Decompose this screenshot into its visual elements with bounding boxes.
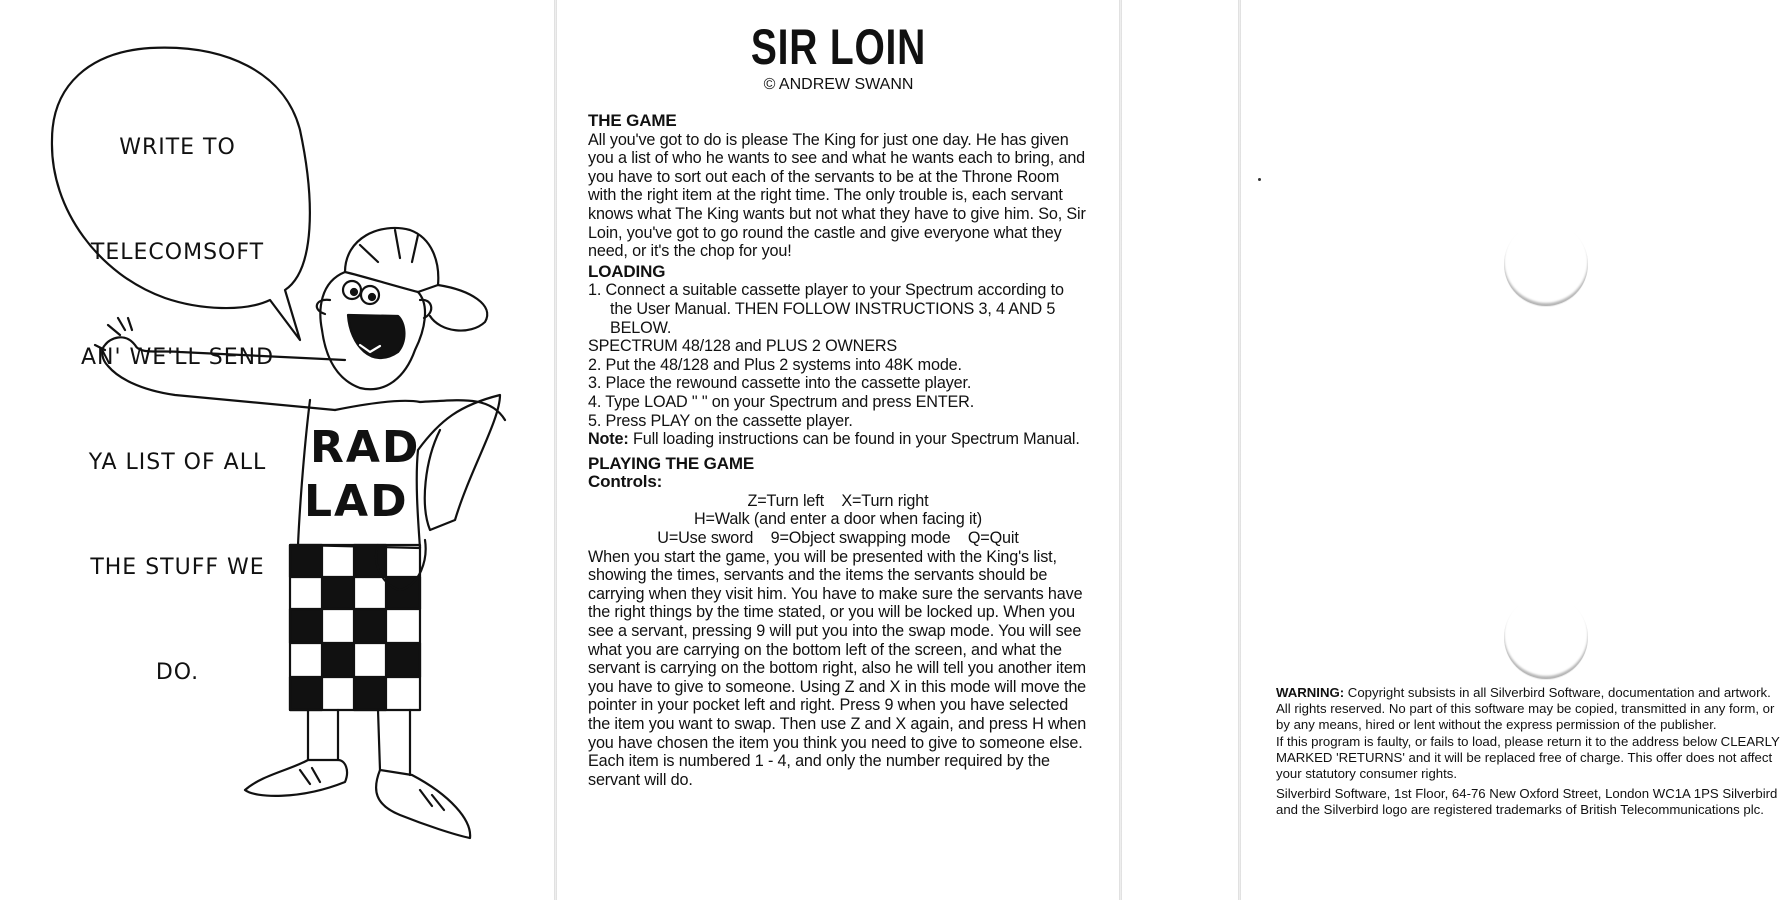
copyright-warning: [1276, 685, 1786, 734]
controls-line: U=Use sword 9=Object swapping mode Q=Quit: [657, 529, 1019, 548]
instructions-panel: [557, 0, 1120, 900]
cartoon-panel: [0, 0, 555, 900]
loading-step: 2. Put the 48/128 and Plus 2 systems into 48K mode.: [588, 355, 962, 374]
controls-line: H=Walk (and enter a door when facing it): [693, 510, 983, 529]
speck: [1258, 178, 1261, 181]
shirt-text-lad: LAD: [304, 476, 409, 527]
speech-line: YA LIST OF ALL: [88, 450, 267, 475]
warning-panel: [1241, 0, 1790, 900]
loading-step: 4. Type LOAD " " on your Spectrum and press ENTER.: [588, 392, 975, 411]
heading-playing: PLAYING THE GAME: [588, 453, 755, 473]
warning-text: Copyright subsists in all Silverbird Software, documentation and artwork. All rights reserved. No part of this software may be copied, transmitted in any form, or by any means, hired or lent without the express permission of the publisher.: [1276, 685, 1775, 733]
speech-line: WRITE TO: [119, 135, 236, 160]
note-text: Full loading instructions can be found in your Spectrum Manual.: [628, 430, 1080, 449]
spine-panel: [1122, 0, 1239, 900]
loading-step: 3. Place the rewound cassette into the cassette player.: [588, 374, 972, 393]
address-text: Silverbird Software, 1st Floor, 64-76 New Oxford Street, London WC1A 1PS Silverbird and the Silverbird logo are registered trademarks of British Telecommunications plc.: [1276, 786, 1778, 818]
note-label: Note:: [588, 430, 629, 449]
returns-text: If this program is faulty, or fails to load, please return it to the address below CLEARLY MARKED 'RETURNS' and it will be replaced free of charge. This offer does not affect your statutory consumer rights.: [1276, 733, 1780, 782]
instructions-body: [588, 112, 1088, 789]
speech-bubble-text: [70, 60, 285, 760]
loading-owners: SPECTRUM 48/128 and PLUS 2 OWNERS: [588, 337, 898, 356]
warning-text-block: [1276, 685, 1786, 819]
warning-label: WARNING:: [1276, 685, 1345, 700]
loading-step: 5. Press PLAY on the cassette player.: [588, 411, 853, 430]
right-shoe: [376, 770, 470, 838]
numbering-note: Each item is numbered 1 - 4, and only the number required by the servant will do.: [588, 752, 1050, 789]
page-title: SIR LOIN: [750, 19, 927, 75]
heading-loading: LOADING: [588, 261, 666, 281]
controls-line: Z=Turn left X=Turn right: [747, 491, 929, 510]
playing-description: When you start the game, you will be presented with the King's list, showing the times, servants and the items the servants should be carrying when they visit him. You have to make sure the servants have the right things by the time stated, or you will be locked up. When you see a servant, pressing 9 will put you into the swap mode. You will see what you are carrying on the bottom left of the screen, and what the servant is carrying on the bottom right, also he will tell you another item you have to give to someone. Using Z and X in this mode will move the pointer in your pocket left and right. Press 9 when you have selected the item you want to swap. Then use Z and X again, and press H when you have chosen the item you think you need to give to someone else.: [588, 547, 1087, 752]
loading-step: 1. Connect a suitable cassette player to your Spectrum according to the User Manual. THEN FOLLOW INSTRUCTIONS 3, 4 AND 5 BELOW.: [588, 281, 1064, 337]
speech-line: THE STUFF WE: [90, 555, 265, 580]
checkered-shorts: [290, 545, 420, 710]
game-description: All you've got to do is please The King for just one day. He has given you a list of who he wants to see and what he wants each to bring, and you have to sort out each of the servants to be at the Throne Room with the right item at the right time. The only trouble is, each servant knows what The King wants but not what they have to give him. So, Sir Loin, you've got to go round the castle and give everyone what they need, or it's the chop for you!: [588, 130, 1086, 261]
speech-line: DO.: [155, 660, 200, 685]
shirt-text-rad: RAD: [310, 422, 421, 473]
cap: [345, 228, 438, 292]
author-credit: © ANDREW SWANN: [763, 76, 914, 93]
heading-controls: Controls:: [588, 472, 663, 492]
spindle-hole-top: [1504, 222, 1588, 306]
heading-the-game: THE GAME: [588, 111, 677, 130]
speech-line: TELECOMSOFT: [90, 240, 265, 265]
loading-note: [588, 430, 1088, 449]
left-shoe: [245, 760, 347, 796]
speech-line: AN' WE'LL SEND: [80, 345, 275, 370]
spindle-hole-bottom: [1504, 595, 1588, 679]
